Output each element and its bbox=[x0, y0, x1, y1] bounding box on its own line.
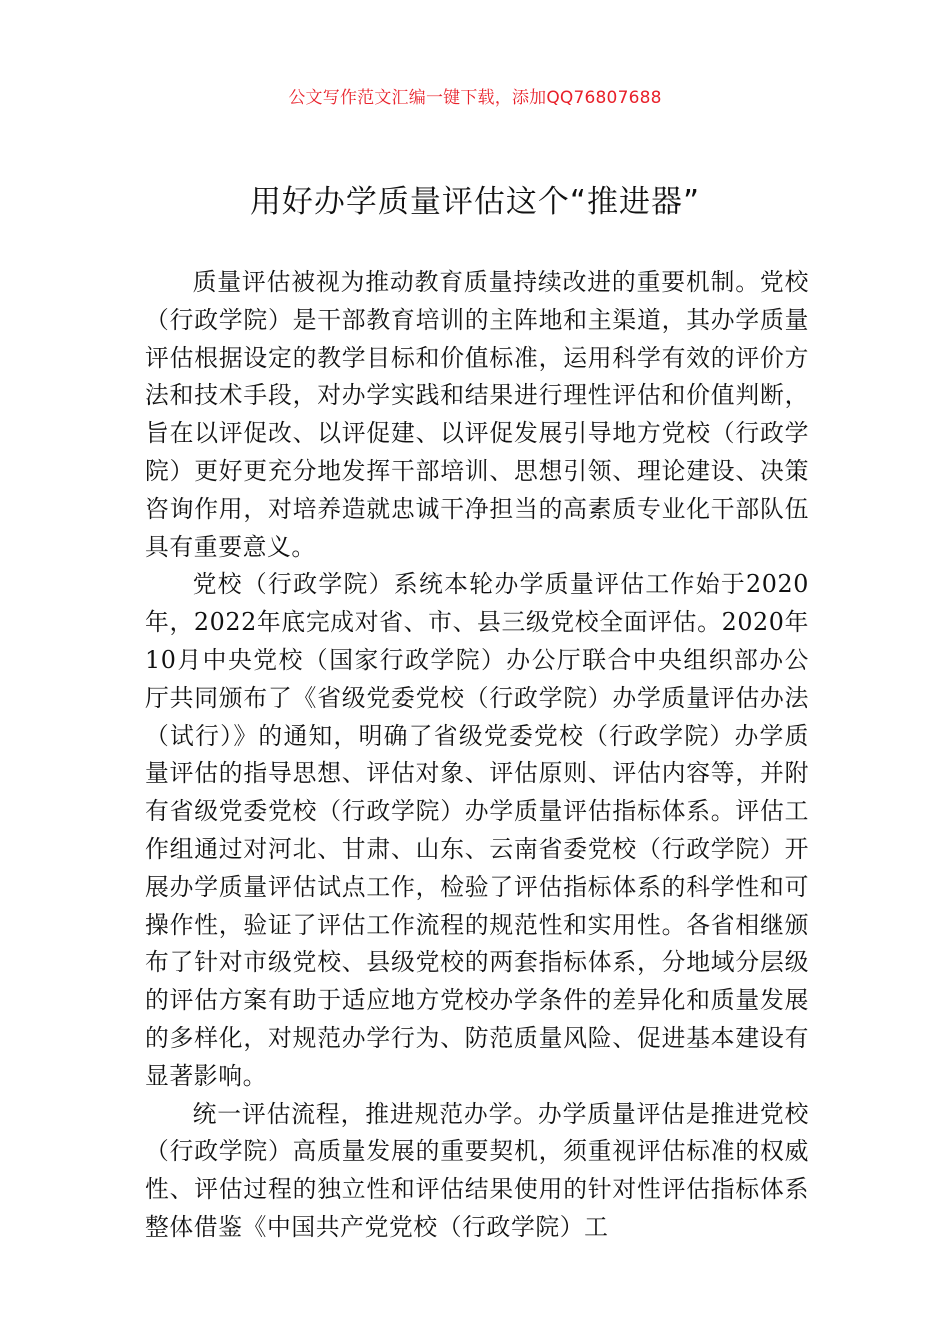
document-title: 用好办学质量评估这个“推进器” bbox=[249, 184, 701, 220]
paragraph-1: 质量评估被视为推动教育质量持续改进的重要机制。党校（行政学院）是干部教育培训的主阵地和主渠道，其办学质量评估根据设定的教学目标和价值标准，运用科学有效的评价方法和技术手段，对办学实践和结果进行理性评估和价值判断，旨在以评促改、以评促建、以评促发展引导地方党校（行政学院）更好更充分地发挥干部培训、思想引领、理论建设、决策咨询作用，对培养造就忠诚干净担当的高素质专业化干部队伍具有重要意义。 bbox=[145, 268, 809, 561]
download-watermark-note: 公文写作范文汇编一键下载，添加QQ76807688 bbox=[288, 88, 662, 108]
document-body bbox=[145, 264, 809, 1247]
paragraph-2: 党校（行政学院）系统本轮办学质量评估工作始于2020年，2022年底完成对省、市、县三级党校全面评估。2020年10月中央党校（国家行政学院）办公厅联合中央组织部办公厅共同颁布了《省级党委党校（行政学院）办学质量评估办法（试行）》的通知，明确了省级党委党校（行政学院）办学质量评估的指导思想、评估对象、评估原则、评估内容等，并附有省级党委党校（行政学院）办学质量评估指标体系。评估工作组通过对河北、甘肃、山东、云南省委党校（行政学院）开展办学质量评估试点工作，检验了评估指标体系的科学性和可操作性，验证了评估工作流程的规范性和实用性。各省相继颁布了针对市级党校、县级党校的两套指标体系，分地域分层级的评估方案有助于适应地方党校办学条件的差异化和质量发展的多样化，对规范办学行为、防范质量风险、促进基本建设有显著影响。 bbox=[145, 570, 809, 1090]
paragraph-3: 统一评估流程，推进规范办学。办学质量评估是推进党校（行政学院）高质量发展的重要契机，须重视评估标准的权威性、评估过程的独立性和评估结果使用的针对性评估指标体系整体借鉴《中国共产党党校（行政学院）工 bbox=[145, 1099, 809, 1241]
